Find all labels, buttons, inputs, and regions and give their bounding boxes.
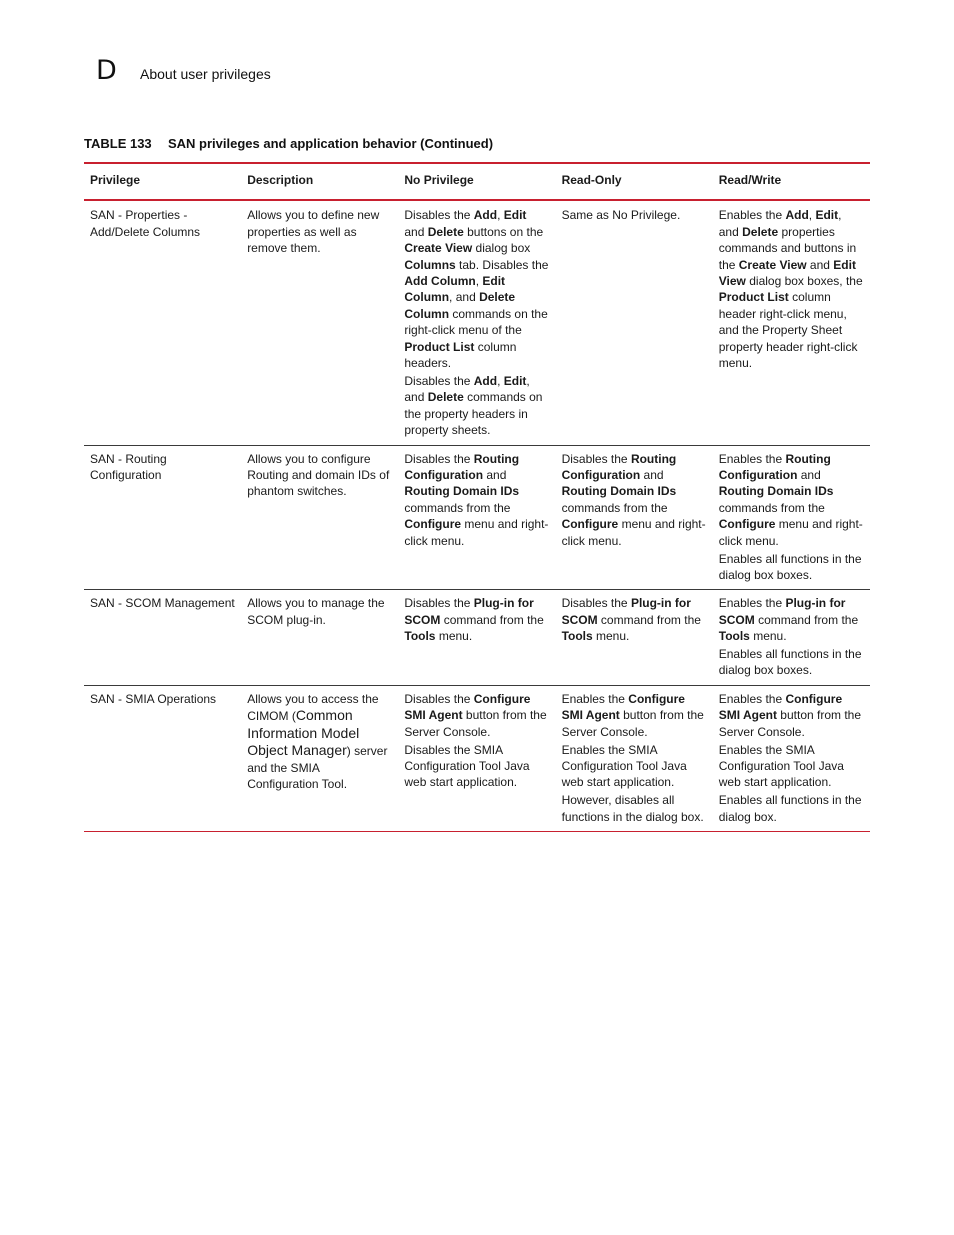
cell-text: ) server and the SMIA Configuration Tool.	[247, 744, 391, 791]
column-header-no-privilege: No Privilege	[404, 173, 474, 187]
cell-read-only	[556, 685, 713, 831]
cell-text: Disables the	[404, 596, 474, 611]
ui-term: Configure	[718, 517, 776, 532]
ui-term: Routing Configuration	[404, 451, 523, 482]
table-row	[84, 590, 870, 686]
table-header-row	[84, 163, 870, 200]
cell-paragraph	[562, 691, 707, 740]
cell-text: and	[404, 208, 530, 239]
cell-text: Enables the SMIA Configuration Tool Java web start application.	[718, 742, 848, 790]
cell-paragraph	[719, 551, 864, 584]
cell-text: and	[640, 468, 667, 482]
ui-term: Configure SMI Agent	[718, 691, 846, 723]
ui-term: Delete	[742, 224, 779, 239]
cell-text: Enables the SMIA Configuration Tool Java web start application.	[561, 742, 691, 790]
cell-paragraph	[719, 451, 864, 549]
ui-term: Add Column	[404, 274, 476, 289]
cell-paragraph	[719, 207, 864, 371]
column-header-description: Description	[247, 173, 314, 187]
running-title: About user privileges	[140, 66, 271, 82]
ui-term: Configure	[404, 517, 462, 532]
cell-text: command from the	[754, 612, 862, 627]
ui-term: Add	[785, 208, 809, 223]
cell-read-write	[713, 685, 870, 831]
cell-text: Enables the	[718, 451, 786, 466]
ui-term: Create View	[404, 241, 473, 256]
cell-text: command from the	[597, 612, 705, 627]
cell-text: Allows you to manage the SCOM plug-in.	[247, 596, 388, 627]
ui-term: Routing Configuration	[718, 451, 835, 482]
cell-paragraph	[404, 207, 552, 371]
cell-text: Common Information Model Object Manager	[247, 707, 364, 759]
cell-text: button from the Server Console.	[404, 708, 550, 739]
cell-description	[241, 590, 398, 686]
ui-term: Routing Domain IDs	[561, 484, 677, 499]
cell-privilege	[84, 445, 241, 590]
ui-term: Columns	[404, 257, 456, 272]
ui-term: Configure	[561, 517, 619, 532]
cell-text: button from the Server Console.	[718, 708, 865, 739]
cell-text: menu and right-click menu.	[718, 517, 863, 548]
cell-paragraph	[562, 792, 707, 825]
table-number: TABLE 133	[84, 136, 152, 151]
cell-read-write	[713, 590, 870, 686]
cell-privilege	[84, 590, 241, 686]
cell-privilege	[84, 200, 241, 445]
cell-paragraph	[247, 207, 392, 256]
cell-paragraph	[562, 595, 707, 644]
cell-text: , and	[449, 290, 480, 305]
cell-text: SAN - SCOM Management	[90, 596, 235, 611]
cell-text: menu.	[592, 629, 630, 644]
privileges-table	[84, 162, 870, 832]
table-row	[84, 685, 870, 831]
cell-text: However, disables all functions in the dialog box.	[561, 793, 704, 824]
cell-paragraph	[404, 742, 549, 791]
cell-text: properties commands and buttons in the	[718, 224, 860, 272]
privileges-table-container	[84, 162, 870, 832]
cell-text: Enables the	[718, 208, 786, 223]
cell-text: button from the Server Console.	[561, 708, 708, 739]
cell-text: and	[483, 468, 510, 482]
table-body	[84, 200, 870, 831]
cell-text: Disables the	[404, 373, 474, 388]
cell-text: Allows you to configure Routing and domain IDs of phantom switches.	[247, 451, 393, 499]
cell-description	[241, 445, 398, 590]
cell-text: Enables the	[718, 691, 786, 706]
cell-text: ,	[497, 208, 504, 223]
cell-description	[241, 685, 398, 831]
table-row	[84, 200, 870, 445]
cell-text: Enables all functions in the dialog box boxes.	[718, 647, 865, 678]
ui-term: Create View	[738, 257, 807, 272]
cell-text: column headers.	[404, 339, 520, 371]
ui-term: Edit View	[718, 257, 860, 289]
chapter-letter: D	[96, 55, 117, 86]
cell-paragraph	[404, 691, 549, 740]
ui-term: Plug-in for SCOM	[718, 596, 849, 627]
ui-term: Delete	[427, 390, 464, 405]
cell-paragraph	[90, 451, 235, 484]
cell-text: commands from the	[718, 484, 837, 515]
cell-text: buttons on the	[463, 224, 547, 239]
cell-paragraph	[90, 691, 235, 707]
cell-text: dialog box boxes, the	[745, 274, 866, 289]
cell-text: Disables the	[404, 691, 474, 706]
cell-paragraph	[719, 792, 864, 825]
cell-text: Disables the	[404, 208, 474, 223]
cell-text: and	[806, 257, 834, 272]
cell-privilege	[84, 685, 241, 831]
cell-text: Disables the	[561, 451, 631, 466]
cell-read-write	[713, 445, 870, 590]
cell-paragraph	[404, 595, 549, 644]
cell-text: column header right-click menu, and the Property Sheet property header right-click menu.	[718, 290, 861, 371]
cell-text: Enables the	[561, 691, 629, 706]
cell-text: , and	[718, 208, 845, 239]
cell-no-privilege	[398, 685, 555, 831]
cell-paragraph	[719, 646, 864, 679]
cell-text: tab. Disables the	[455, 257, 552, 272]
cell-no-privilege	[398, 590, 555, 686]
cell-description	[241, 200, 398, 445]
ui-term: Delete	[427, 224, 464, 239]
cell-text: SAN - Properties - Add/Delete Columns	[90, 208, 201, 239]
cell-paragraph	[562, 451, 707, 549]
cell-read-only	[556, 590, 713, 686]
ui-term: Plug-in for SCOM	[404, 596, 538, 627]
ui-term: Edit	[503, 208, 527, 223]
cell-paragraph	[90, 207, 235, 240]
cell-paragraph	[719, 691, 864, 740]
cell-text: commands from the	[404, 484, 523, 515]
ui-term: Edit	[815, 208, 839, 223]
cell-text: Disables the	[404, 451, 474, 466]
cell-text: ,	[497, 373, 504, 388]
cell-text: SAN - SMIA Operations	[90, 691, 217, 706]
cell-read-only	[556, 200, 713, 445]
cell-paragraph	[247, 451, 392, 500]
cell-text: Enables all functions in the dialog box boxes.	[718, 551, 865, 582]
ui-term: Product List	[718, 290, 789, 305]
cell-paragraph	[247, 691, 392, 792]
ui-term: Tools	[561, 629, 593, 644]
cell-text: menu.	[435, 629, 473, 644]
cell-paragraph	[247, 595, 392, 628]
ui-term: Delete Column	[404, 290, 519, 321]
ui-term: Configure SMI Agent	[404, 691, 534, 723]
cell-text: ,	[808, 208, 816, 223]
table-title: SAN privileges and application behavior (Continued)	[168, 136, 494, 151]
ui-term: Add	[473, 208, 498, 223]
cell-text: commands from the	[561, 484, 680, 515]
ui-term: Routing Domain IDs	[404, 484, 520, 499]
cell-text: ,	[475, 274, 483, 289]
table-header	[84, 163, 870, 200]
cell-text: menu and right-click menu.	[404, 517, 549, 548]
ui-term: Plug-in for SCOM	[561, 596, 695, 627]
cell-text: commands on the right-click menu of the	[404, 306, 552, 338]
cell-paragraph	[404, 373, 549, 439]
ui-term: Routing Configuration	[561, 451, 680, 482]
ui-term: Tools	[404, 629, 436, 644]
ui-term: Routing Domain IDs	[718, 484, 834, 499]
cell-read-write	[713, 200, 870, 445]
cell-text: Same as No Privilege.	[561, 208, 681, 223]
cell-text: menu and right-click menu.	[561, 517, 706, 548]
table-row	[84, 445, 870, 590]
cell-read-only	[556, 445, 713, 590]
cell-text: SAN - Routing Configuration	[90, 451, 171, 482]
ui-term: Configure SMI Agent	[561, 691, 689, 723]
column-header-read-only: Read-Only	[561, 173, 622, 187]
ui-term: Edit	[503, 373, 527, 388]
cell-text: dialog box	[472, 241, 534, 256]
ui-term: Tools	[718, 629, 750, 644]
cell-paragraph	[719, 595, 864, 644]
column-header-privilege: Privilege	[90, 173, 141, 187]
cell-text: command from the	[440, 612, 548, 627]
cell-text: Allows you to access the CIMOM (	[247, 691, 382, 724]
cell-paragraph	[90, 595, 235, 611]
cell-text: commands on the property headers in property sheets.	[404, 390, 546, 438]
column-header-read-write: Read/Write	[718, 173, 782, 187]
cell-text: , and	[404, 373, 534, 405]
ui-term: Edit Column	[404, 274, 509, 305]
ui-term: Add	[473, 373, 498, 388]
cell-no-privilege	[398, 200, 555, 445]
cell-paragraph	[562, 742, 707, 791]
cell-text: Enables the	[718, 596, 786, 611]
cell-text: Disables the	[561, 596, 631, 611]
cell-paragraph	[404, 451, 549, 549]
cell-text: Disables the SMIA Configuration Tool Java web start application.	[404, 742, 533, 790]
cell-paragraph	[719, 742, 864, 791]
cell-paragraph	[562, 207, 707, 223]
cell-text: menu.	[749, 629, 787, 644]
cell-no-privilege	[398, 445, 555, 590]
cell-text: and	[797, 468, 825, 482]
table-caption	[84, 135, 493, 153]
cell-text: Allows you to define new properties as well as remove them.	[247, 208, 383, 256]
ui-term: Product List	[404, 339, 475, 354]
cell-text: Enables all functions in the dialog box.	[718, 793, 865, 824]
